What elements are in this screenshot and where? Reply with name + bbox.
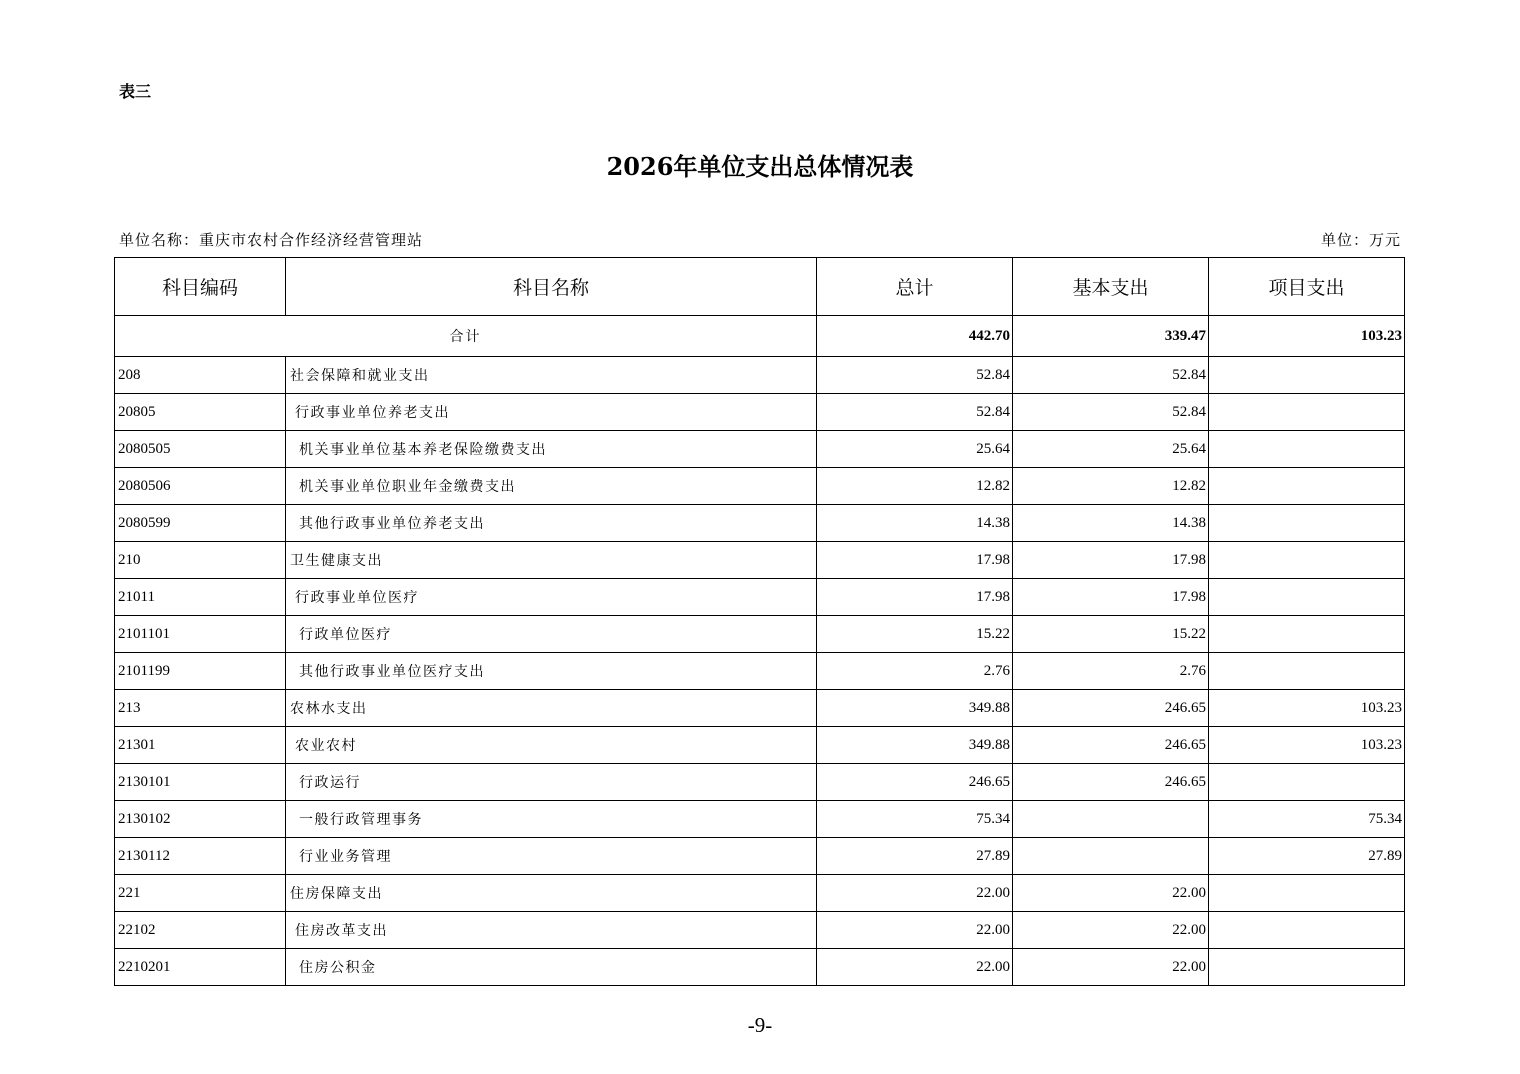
row-basic: 22.00: [1013, 875, 1209, 912]
table-row: [115, 431, 1405, 468]
row-code: 2080506: [115, 468, 286, 505]
row-name: 行政事业单位养老支出: [286, 394, 817, 431]
row-total: 17.98: [817, 542, 1013, 579]
total-project: 103.23: [1209, 316, 1405, 357]
row-total: 349.88: [817, 727, 1013, 764]
row-total: 27.89: [817, 838, 1013, 875]
row-code: 2210201: [115, 949, 286, 986]
table-row: [115, 505, 1405, 542]
row-project: 103.23: [1209, 690, 1405, 727]
row-project: [1209, 542, 1405, 579]
table-row: [115, 727, 1405, 764]
table-row: [115, 912, 1405, 949]
row-code: 2080505: [115, 431, 286, 468]
table-row: [115, 875, 1405, 912]
row-basic: 246.65: [1013, 764, 1209, 801]
row-basic: 22.00: [1013, 949, 1209, 986]
row-basic: 246.65: [1013, 690, 1209, 727]
row-total: 12.82: [817, 468, 1013, 505]
row-basic: 17.98: [1013, 579, 1209, 616]
row-basic: 15.22: [1013, 616, 1209, 653]
page-title: 2026年单位支出总体情况表: [606, 152, 914, 181]
row-basic: 17.98: [1013, 542, 1209, 579]
row-total: 22.00: [817, 949, 1013, 986]
row-project: [1209, 764, 1405, 801]
expenditure-table: [114, 257, 1405, 986]
row-project: [1209, 616, 1405, 653]
row-total: 2.76: [817, 653, 1013, 690]
table-row: [115, 838, 1405, 875]
row-project: [1209, 579, 1405, 616]
table-row: [115, 468, 1405, 505]
row-total: 75.34: [817, 801, 1013, 838]
row-total: 15.22: [817, 616, 1013, 653]
row-name: 农林水支出: [286, 690, 817, 727]
row-basic: 52.84: [1013, 394, 1209, 431]
row-name: 机关事业单位职业年金缴费支出: [286, 468, 817, 505]
row-project: [1209, 468, 1405, 505]
row-name: 住房公积金: [286, 949, 817, 986]
row-name: 行政单位医疗: [286, 616, 817, 653]
row-total: 246.65: [817, 764, 1013, 801]
page-number: -9-: [747, 1013, 773, 1037]
row-name: 农业农村: [286, 727, 817, 764]
table-header-row: [115, 258, 1405, 316]
row-name: 行政运行: [286, 764, 817, 801]
header-total: 总计: [817, 258, 1013, 316]
total-label: 合计: [115, 316, 817, 357]
row-project: [1209, 431, 1405, 468]
row-project: [1209, 653, 1405, 690]
row-total: 17.98: [817, 579, 1013, 616]
row-project: [1209, 357, 1405, 394]
header-basic: 基本支出: [1013, 258, 1209, 316]
table-row: [115, 801, 1405, 838]
row-code: 2130101: [115, 764, 286, 801]
row-basic: 25.64: [1013, 431, 1209, 468]
unit-label: 单位：万元: [1320, 231, 1401, 249]
row-code: 2101101: [115, 616, 286, 653]
table-row: [115, 764, 1405, 801]
table-row: [115, 949, 1405, 986]
row-code: 210: [115, 542, 286, 579]
row-project: 103.23: [1209, 727, 1405, 764]
row-code: 221: [115, 875, 286, 912]
row-code: 208: [115, 357, 286, 394]
row-project: [1209, 949, 1405, 986]
row-project: 75.34: [1209, 801, 1405, 838]
row-code: 2130102: [115, 801, 286, 838]
row-basic: 2.76: [1013, 653, 1209, 690]
row-project: 27.89: [1209, 838, 1405, 875]
row-code: 20805: [115, 394, 286, 431]
row-code: 2101199: [115, 653, 286, 690]
row-basic: 246.65: [1013, 727, 1209, 764]
row-code: 2080599: [115, 505, 286, 542]
total-row: [115, 316, 1405, 357]
row-project: [1209, 875, 1405, 912]
row-basic: 52.84: [1013, 357, 1209, 394]
table-row: [115, 542, 1405, 579]
header-project: 项目支出: [1209, 258, 1405, 316]
row-code: 213: [115, 690, 286, 727]
table-row: [115, 616, 1405, 653]
row-project: [1209, 912, 1405, 949]
row-name: 行业业务管理: [286, 838, 817, 875]
row-name: 一般行政管理事务: [286, 801, 817, 838]
table-row: [115, 579, 1405, 616]
table-row: [115, 357, 1405, 394]
table-row: [115, 653, 1405, 690]
row-code: 21011: [115, 579, 286, 616]
row-total: 52.84: [817, 357, 1013, 394]
total-amount: 442.70: [817, 316, 1013, 357]
row-total: 25.64: [817, 431, 1013, 468]
row-basic: 22.00: [1013, 912, 1209, 949]
row-code: 22102: [115, 912, 286, 949]
row-total: 52.84: [817, 394, 1013, 431]
row-name: 其他行政事业单位医疗支出: [286, 653, 817, 690]
header-name: 科目名称: [286, 258, 817, 316]
row-total: 349.88: [817, 690, 1013, 727]
row-name: 卫生健康支出: [286, 542, 817, 579]
table-row: [115, 394, 1405, 431]
row-name: 住房保障支出: [286, 875, 817, 912]
row-name: 社会保障和就业支出: [286, 357, 817, 394]
row-basic: [1013, 801, 1209, 838]
row-code: 21301: [115, 727, 286, 764]
unit-name: 单位名称：重庆市农村合作经济经营管理站: [119, 231, 424, 249]
row-total: 22.00: [817, 875, 1013, 912]
row-total: 14.38: [817, 505, 1013, 542]
page-label: 表三: [119, 82, 152, 101]
row-name: 机关事业单位基本养老保险缴费支出: [286, 431, 817, 468]
row-name: 其他行政事业单位养老支出: [286, 505, 817, 542]
row-name: 行政事业单位医疗: [286, 579, 817, 616]
row-basic: [1013, 838, 1209, 875]
total-basic: 339.47: [1013, 316, 1209, 357]
row-code: 2130112: [115, 838, 286, 875]
row-project: [1209, 394, 1405, 431]
row-basic: 14.38: [1013, 505, 1209, 542]
row-total: 22.00: [817, 912, 1013, 949]
table-row: [115, 690, 1405, 727]
row-basic: 12.82: [1013, 468, 1209, 505]
row-project: [1209, 505, 1405, 542]
row-name: 住房改革支出: [286, 912, 817, 949]
header-code: 科目编码: [115, 258, 286, 316]
